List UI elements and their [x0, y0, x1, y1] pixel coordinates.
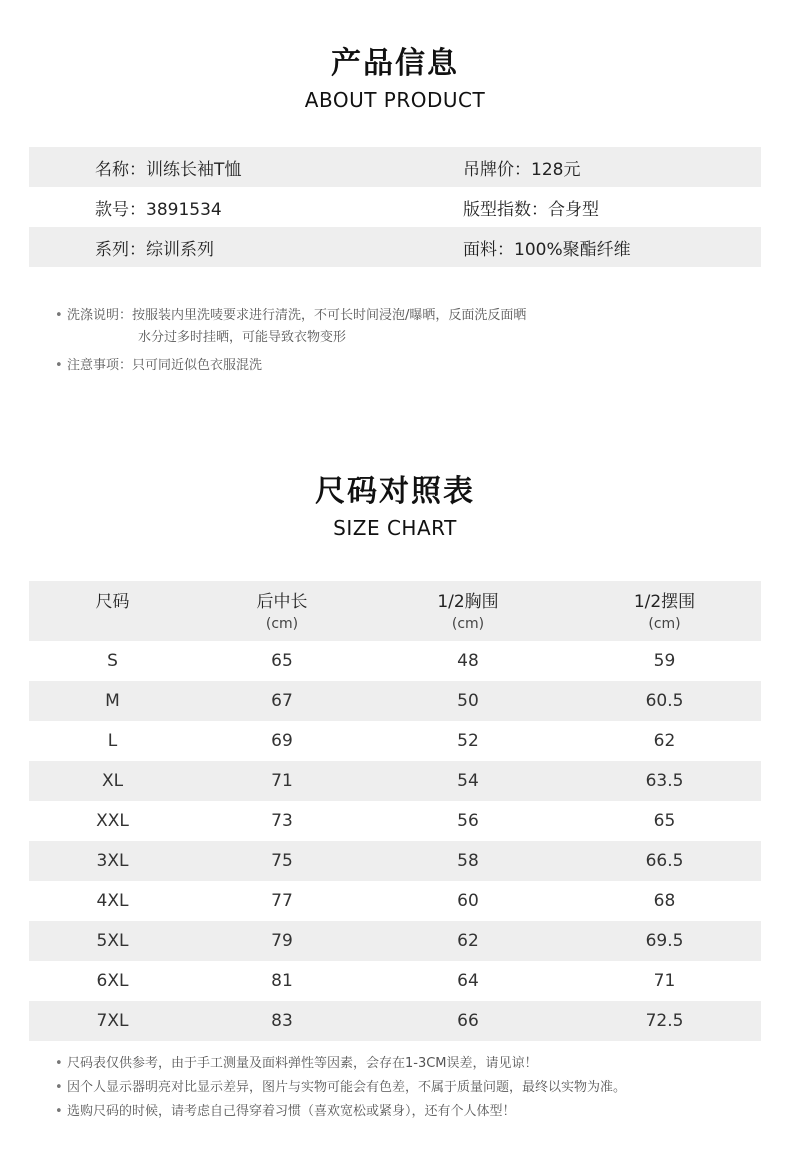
cell-half-chest: 60	[457, 891, 479, 911]
about-product-heading	[0, 38, 790, 112]
wash-note	[55, 305, 526, 327]
caution-note	[55, 355, 526, 377]
size-note	[55, 1052, 626, 1076]
bullet-icon: •	[55, 358, 63, 373]
header-back-length	[196, 581, 368, 641]
cell-half-chest: 62	[457, 931, 479, 951]
cell-half-chest: 52	[457, 731, 479, 751]
header-back-length-unit: (cm)	[265, 616, 299, 632]
cell-back-length: 67	[271, 691, 293, 711]
size-chart-notes	[55, 1052, 626, 1124]
size-note-text: 选购尺码的时候，请考虑自己得穿着习惯（喜欢宽松或紧身），还有个人体型！	[67, 1104, 516, 1119]
cell-half-hem: 65	[653, 811, 676, 831]
cell-back-length: 79	[271, 931, 293, 951]
cell-half-hem: 62	[653, 731, 676, 751]
size-note-text: 因个人显示器明亮对比显示差异，图片与实物可能会有色差，不属于质量问题，最终以实物为准。	[67, 1080, 627, 1095]
cell-half-hem: 72.5	[645, 1011, 684, 1031]
bullet-icon: •	[55, 1080, 63, 1095]
cell-back-length: 69	[271, 731, 293, 751]
cell-size: 7XL	[96, 1011, 129, 1031]
info-row	[29, 147, 761, 187]
header-half-hem	[568, 581, 761, 641]
info-style-number: 款号：3891534	[95, 199, 222, 220]
cell-half-chest: 64	[457, 971, 479, 991]
header-back-length-label: 后中长	[256, 592, 308, 612]
header-half-hem-label: 1/2摆围	[633, 592, 696, 612]
table-row	[29, 681, 761, 721]
bullet-icon: •	[55, 308, 63, 323]
info-row	[29, 227, 761, 267]
table-row	[29, 761, 761, 801]
product-info-table	[29, 147, 761, 267]
cell-size: XXL	[96, 811, 129, 831]
cell-back-length: 81	[271, 971, 293, 991]
table-row	[29, 1001, 761, 1041]
cell-half-chest: 56	[457, 811, 479, 831]
cell-size: 3XL	[96, 851, 129, 871]
header-size-label: 尺码	[95, 592, 130, 612]
cell-back-length: 71	[271, 771, 293, 791]
info-name: 名称：训练长袖T恤	[95, 159, 242, 180]
size-note	[55, 1100, 626, 1124]
cell-back-length: 77	[271, 891, 293, 911]
bullet-icon: •	[55, 1056, 63, 1071]
cell-back-length: 73	[271, 811, 293, 831]
header-half-hem-unit: (cm)	[648, 616, 681, 632]
cell-back-length: 75	[271, 851, 293, 871]
cell-half-chest: 66	[457, 1011, 479, 1031]
cell-half-hem: 59	[653, 651, 676, 671]
wash-text-continued: 水分过多时挂晒，可能导致衣物变形	[138, 330, 347, 345]
header-half-chest-label: 1/2胸围	[437, 592, 499, 612]
caution-text: 只可同近似色衣服混洗	[132, 358, 263, 373]
info-series: 系列：综训系列	[95, 239, 214, 260]
cell-size: L	[107, 731, 118, 751]
table-row	[29, 841, 761, 881]
info-price: 吊牌价：128元	[463, 159, 581, 180]
info-row	[29, 187, 761, 227]
info-fit: 版型指数：合身型	[463, 199, 599, 220]
header-half-chest	[368, 581, 568, 641]
size-title-cn: 尺码对照表	[315, 474, 475, 509]
cell-half-hem: 68	[653, 891, 676, 911]
size-chart-table	[29, 581, 761, 1041]
cell-half-hem: 69.5	[645, 931, 684, 951]
header-half-chest-unit: (cm)	[451, 616, 485, 632]
bullet-icon: •	[55, 1104, 63, 1119]
table-row	[29, 881, 761, 921]
size-title-en: SIZE CHART	[333, 516, 457, 540]
cell-size: XL	[101, 771, 124, 791]
table-row	[29, 921, 761, 961]
size-note	[55, 1076, 626, 1100]
wash-label: 洗涤说明：	[67, 308, 133, 323]
table-row	[29, 961, 761, 1001]
cell-back-length: 83	[271, 1011, 293, 1031]
cell-size: 4XL	[96, 891, 129, 911]
cell-half-chest: 54	[457, 771, 479, 791]
care-notes	[55, 305, 526, 377]
cell-size: 6XL	[96, 971, 129, 991]
about-title-cn: 产品信息	[331, 46, 459, 81]
table-row	[29, 721, 761, 761]
cell-size: S	[107, 651, 118, 671]
cell-half-hem: 60.5	[645, 691, 684, 711]
cell-half-hem: 66.5	[645, 851, 684, 871]
cell-size: M	[105, 691, 120, 711]
about-title-en: ABOUT PRODUCT	[304, 88, 486, 112]
cell-half-hem: 63.5	[645, 771, 684, 791]
cell-half-hem: 71	[653, 971, 676, 991]
caution-label: 注意事项：	[67, 358, 133, 373]
size-chart-heading	[0, 466, 790, 540]
cell-size: 5XL	[96, 931, 129, 951]
wash-text: 按服装内里洗唛要求进行清洗，不可长时间浸泡/曝晒，反面洗反面晒	[132, 308, 527, 323]
cell-half-chest: 50	[457, 691, 479, 711]
table-header-row	[29, 581, 761, 641]
info-fabric: 面料：100%聚酯纤维	[463, 239, 631, 260]
header-size	[29, 581, 196, 641]
cell-half-chest: 58	[457, 851, 479, 871]
cell-back-length: 65	[271, 651, 293, 671]
size-note-text: 尺码表仅供参考，由于手工测量及面料弹性等因素，会存在1-3CM误差，请见谅！	[67, 1056, 538, 1071]
cell-half-chest: 48	[457, 651, 479, 671]
table-row	[29, 801, 761, 841]
table-row	[29, 641, 761, 681]
